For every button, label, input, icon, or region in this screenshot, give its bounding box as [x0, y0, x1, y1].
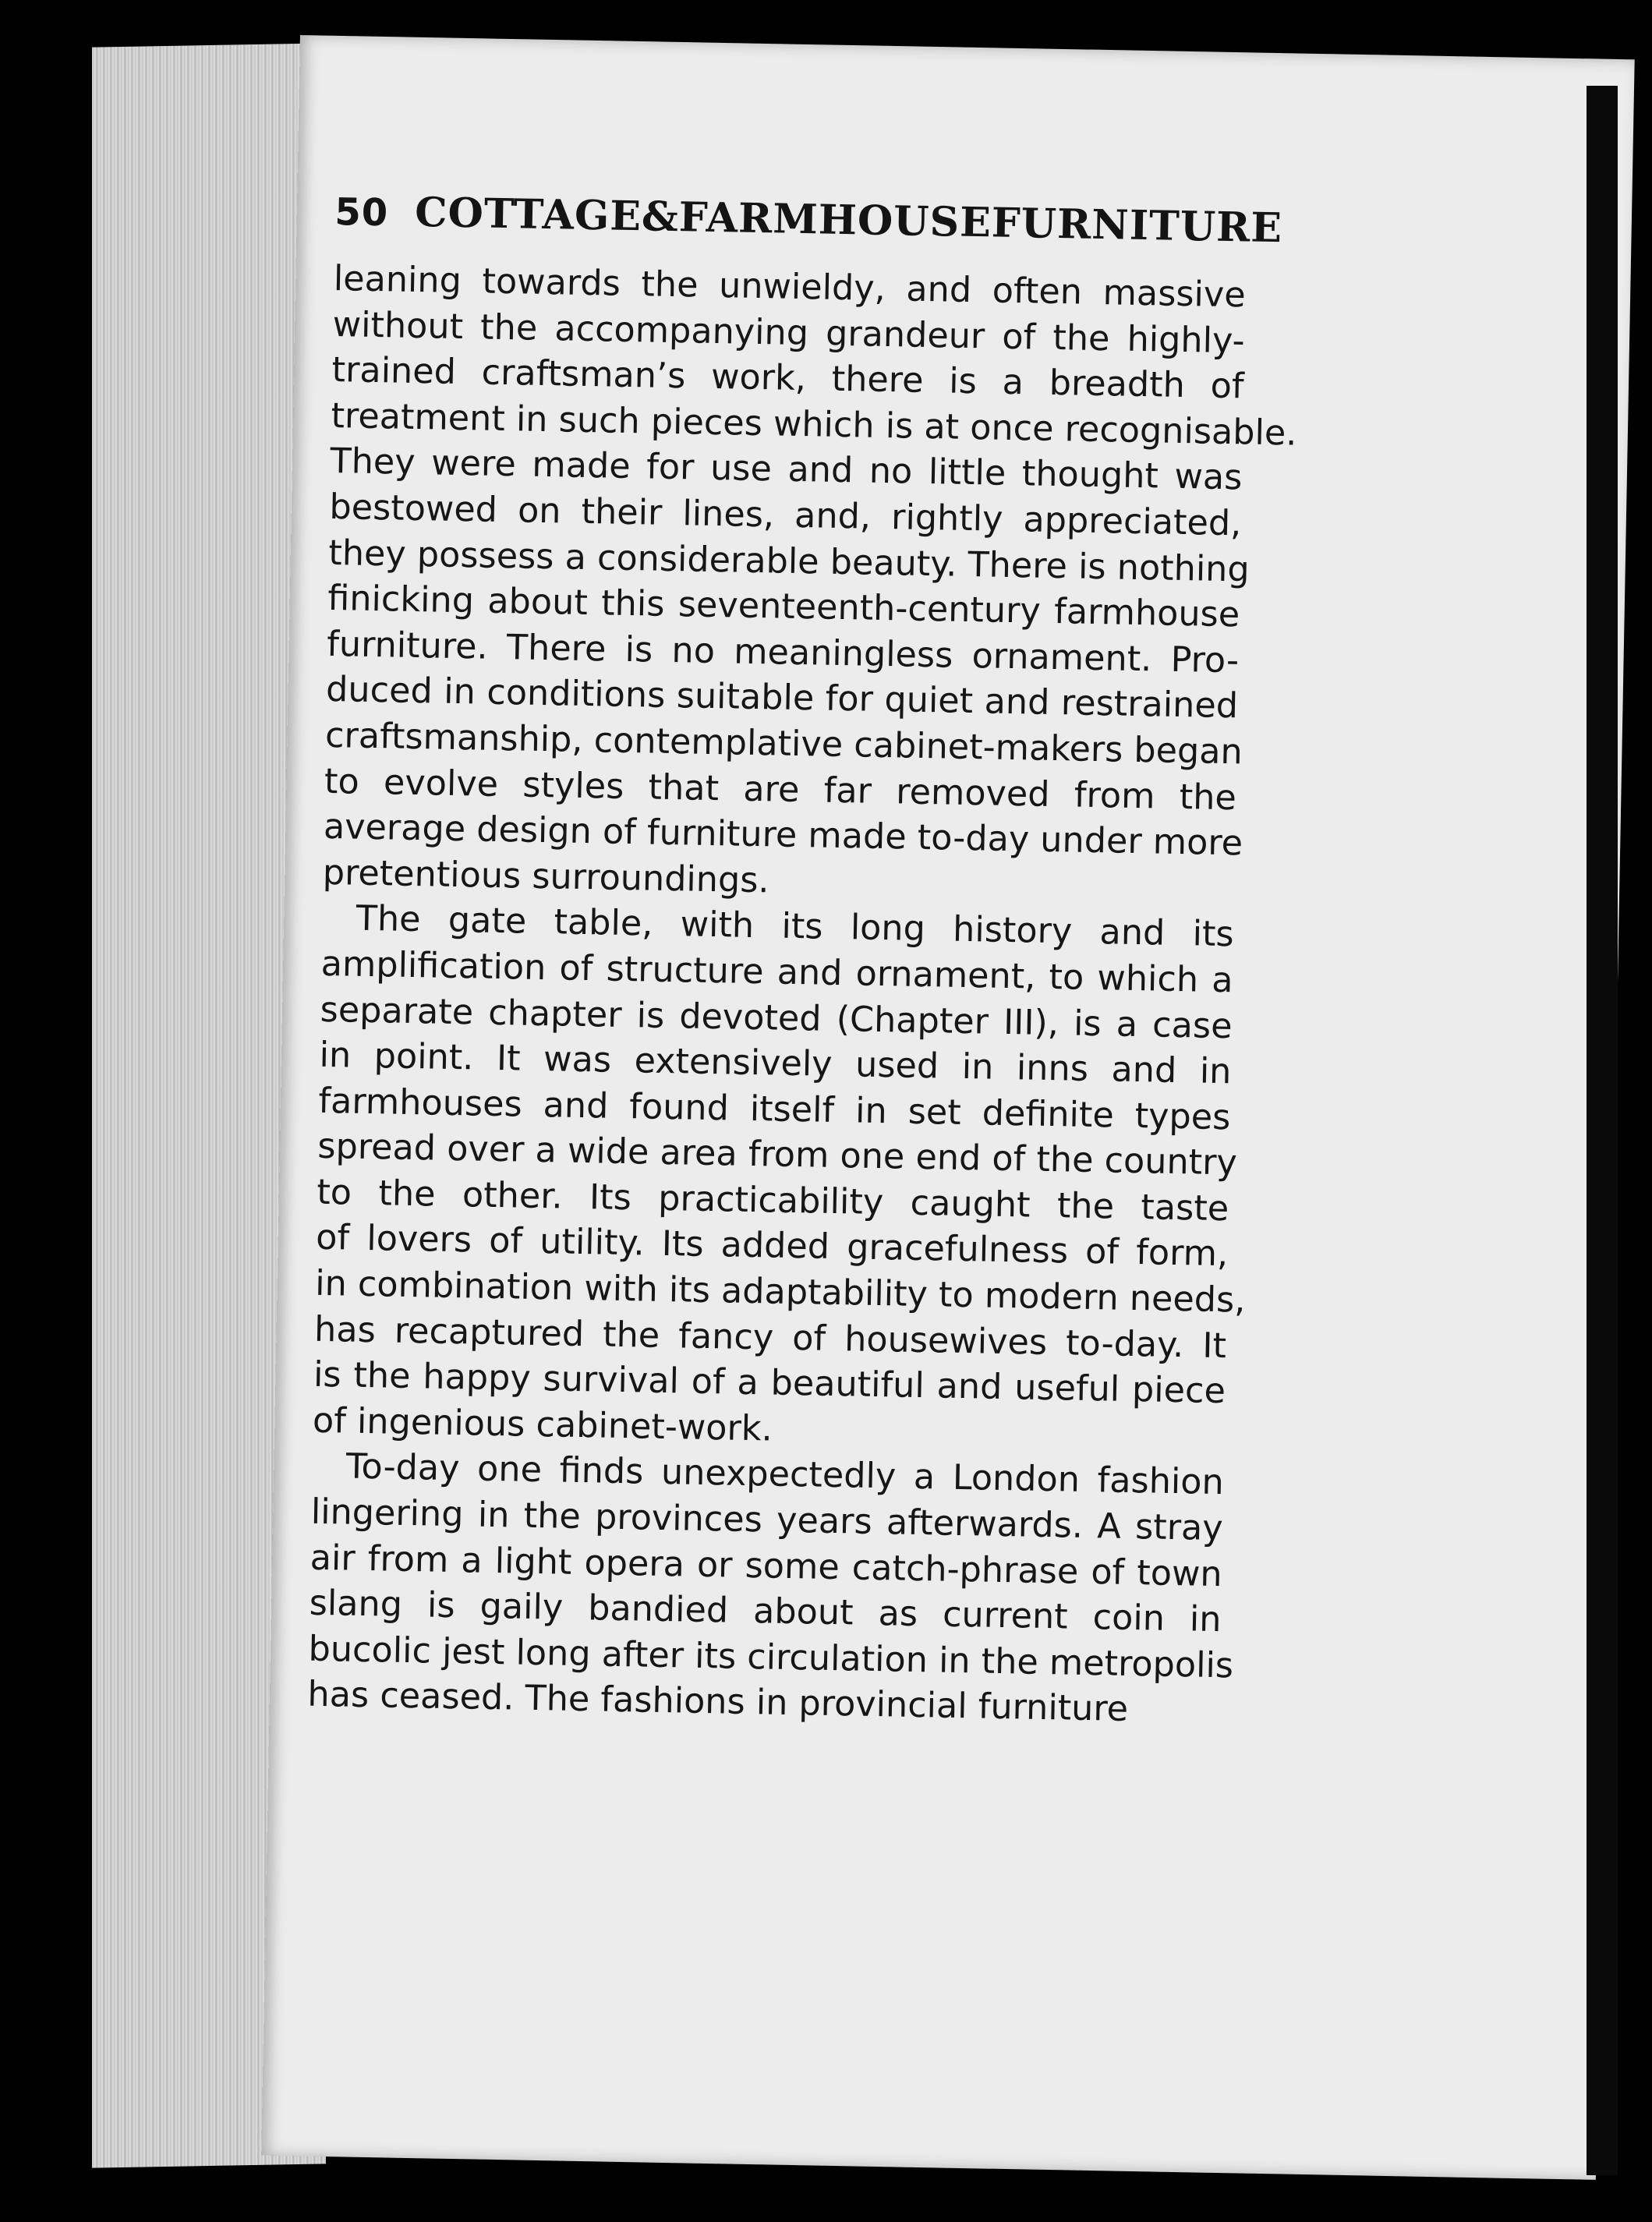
text-line: craftsmanship, contemplative cabinet-makers began	[324, 715, 1243, 773]
text-line: leaning towards the unwieldy, and often massive	[333, 258, 1247, 316]
text-line: treatment in such pieces which is at once recognisable.	[331, 395, 1297, 454]
page-number: 50	[334, 189, 389, 235]
text-line: in combination with its adaptability to modern needs,	[314, 1263, 1246, 1321]
text-line: duced in conditions suitable for quiet and restrained	[325, 670, 1239, 727]
text-line: bestowed on their lines, and, rightly appreciated,	[329, 487, 1242, 544]
text-line: air from a light opera or some catch-phrase of town	[310, 1537, 1223, 1594]
page-content	[307, 187, 1297, 1735]
page-right-shadow	[1587, 86, 1618, 2175]
text-line: to evolve styles that are far removed from the	[324, 761, 1237, 818]
body-text	[307, 257, 1297, 1735]
text-line: trained craftsman’s work, there is a breadth of	[331, 350, 1244, 407]
paragraph	[322, 257, 1297, 913]
text-line: has ceased. The fashions in provincial furniture	[307, 1675, 1129, 1730]
paragraph	[312, 896, 1246, 1460]
text-line: slang is gaily bandied about as current coin in	[309, 1583, 1222, 1640]
text-line: lingering in the provinces years afterwards. A stray	[310, 1491, 1224, 1549]
text-line: farmhouses and found itself in set definite types	[318, 1081, 1231, 1138]
text-line: of lovers of utility. Its added gracefulness of form,	[315, 1218, 1229, 1275]
text-line: is the happy survival of a beautiful and useful piece	[313, 1354, 1226, 1412]
text-line: amplification of structure and ornament, to which a	[320, 943, 1234, 1001]
text-line: average design of furniture made to-day under more	[323, 806, 1243, 864]
text-line: has recaptured the fancy of housewives to-day. It	[313, 1309, 1227, 1366]
paragraph	[307, 1444, 1234, 1735]
text-line: The gate table, with its long history and its	[356, 898, 1235, 955]
text-line: pretentious surroundings.	[322, 852, 770, 901]
text-line: to the other. Its practicability caught the taste	[316, 1172, 1229, 1230]
title-word: FURNITURE	[991, 199, 1283, 253]
text-line: separate chapter is devoted (Chapter III), is a case	[320, 989, 1233, 1046]
text-line: without the accompanying grandeur of the highly-	[332, 304, 1246, 362]
text-line: in point. It was extensively used in inns and in	[319, 1035, 1232, 1092]
text-line: spread over a wide area from one end of the country	[317, 1127, 1238, 1184]
text-line: bucolic jest long after its circulation in the metropolis	[308, 1629, 1234, 1686]
text-line: furniture. There is no meaningless ornament. Pro-	[326, 624, 1240, 681]
text-line: finicking about this seventeenth-century farmhouse	[327, 578, 1240, 635]
title-word: FARMHOUSE	[678, 193, 992, 247]
text-line: of ingenious cabinet-work.	[312, 1400, 773, 1449]
text-line: To-day one finds unexpectedly a London fashion	[345, 1446, 1225, 1503]
text-line: they possess a considerable beauty. There is nothing	[327, 533, 1250, 590]
title-word: COTTAGE	[414, 188, 642, 241]
title-word: &	[641, 193, 680, 242]
text-line: They were made for use and no little thought was	[330, 441, 1243, 498]
